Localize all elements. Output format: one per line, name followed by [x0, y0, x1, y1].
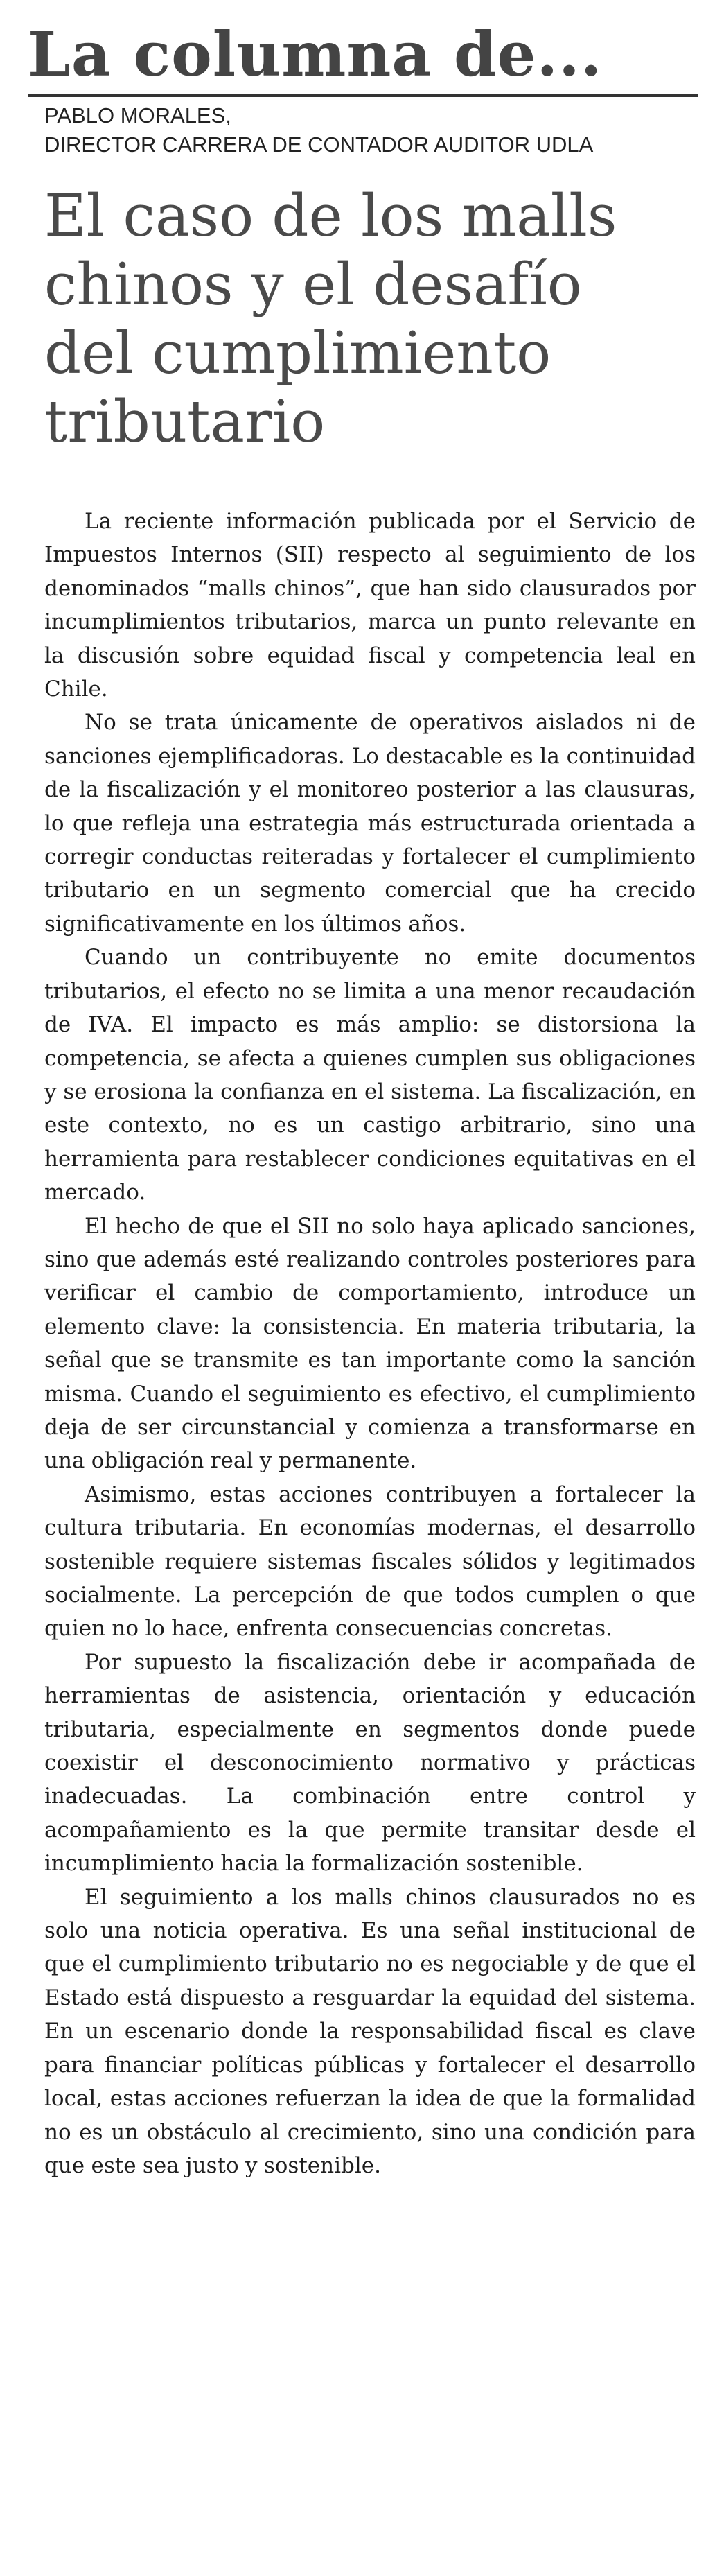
paragraph: El hecho de que el SII no solo haya aplicado sanciones, sino que además esté realizando controles posteriores para verificar el cambio de comportamiento, introduce un elemento clave: la consistencia. En materia tributaria, la señal que se transmite es tan importante como la sanción misma. Cuando el seguimiento es efectivo, el cumplimiento deja de ser circunstancial y comienza a transformarse en una obligación real y permanente. — [44, 1213, 696, 1474]
section-divider — [28, 94, 698, 97]
author-name: PABLO MORALES, — [44, 103, 231, 128]
headline-line: del cumplimiento — [44, 320, 551, 387]
headline-line: tributario — [44, 388, 326, 455]
headline-line: chinos y el desafío — [44, 251, 582, 318]
paragraph: Cuando un contribuyente no emite documentos tributarios, el efecto no se limita a una menor recaudación de IVA. El impacto es más amplio: se distorsiona la competencia, se afecta a quienes cumplen sus obligaciones y se erosiona la confianza en el sistema. La fiscalización, en este contexto, no es un castigo arbitrario, sino una herramienta para restablecer condiciones equitativas en el mercado. — [44, 945, 696, 1206]
headline-line: El caso de los malls — [44, 182, 617, 250]
paragraph: El seguimiento a los malls chinos clausurados no es solo una noticia operativa. Es una señal institucional de que el cumplimiento tributario no es negociable y de que el Estado está dispuesto a resguardar la equidad del sistema. En un escenario donde la responsabilidad fiscal es clave para financiar políticas públicas y fortalecer el desarrollo local, estas acciones refuerzan la idea de que la formalidad no es un obstáculo al crecimiento, sino una condición para que este sea justo y sostenible. — [44, 1884, 696, 2178]
paragraph: No se trata únicamente de operativos aislados ni de sanciones ejemplificadoras. Lo destacable es la continuidad de la fiscalización y el monitoreo posterior a las clausuras, lo que refleja una estrategia más estructurada orientada a corregir conductas reiteradas y fortalecer el cumplimiento tributario en un segmento comercial que ha crecido significativamente en los últimos años. — [44, 710, 696, 937]
paragraph: La reciente información publicada por el Servicio de Impuestos Internos (SII) respecto al seguimiento de los denominados “malls chinos”, que han sido clausurados por incumplimientos tributarios, marca un punto relevante en la discusión sobre equidad fiscal y competencia leal en Chile. — [44, 509, 696, 702]
paragraph: Por supuesto la fiscalización debe ir acompañada de herramientas de asistencia, orientación y educación tributaria, especialmente en segmentos donde puede coexistir el desconocimiento normativo y prácticas inadecuadas. La combinación entre control y acompañamiento es la que permite transitar desde el incumplimiento hacia la formalización sostenible. — [44, 1649, 696, 1877]
paragraph: Asimismo, estas acciones contribuyen a fortalecer la cultura tributaria. En economías modernas, el desarrollo sostenible requiere sistemas fiscales sólidos y legitimados socialmente. La percepción de que todos cumplen o que quien no lo hace, enfrenta consecuencias concretas. — [44, 1481, 696, 1642]
article-headline — [44, 182, 703, 456]
section-title: La columna de... — [28, 18, 603, 90]
article-body — [44, 505, 696, 2182]
author-role: DIRECTOR CARRERA DE CONTADOR AUDITOR UDLA — [44, 132, 594, 157]
byline — [44, 101, 696, 159]
